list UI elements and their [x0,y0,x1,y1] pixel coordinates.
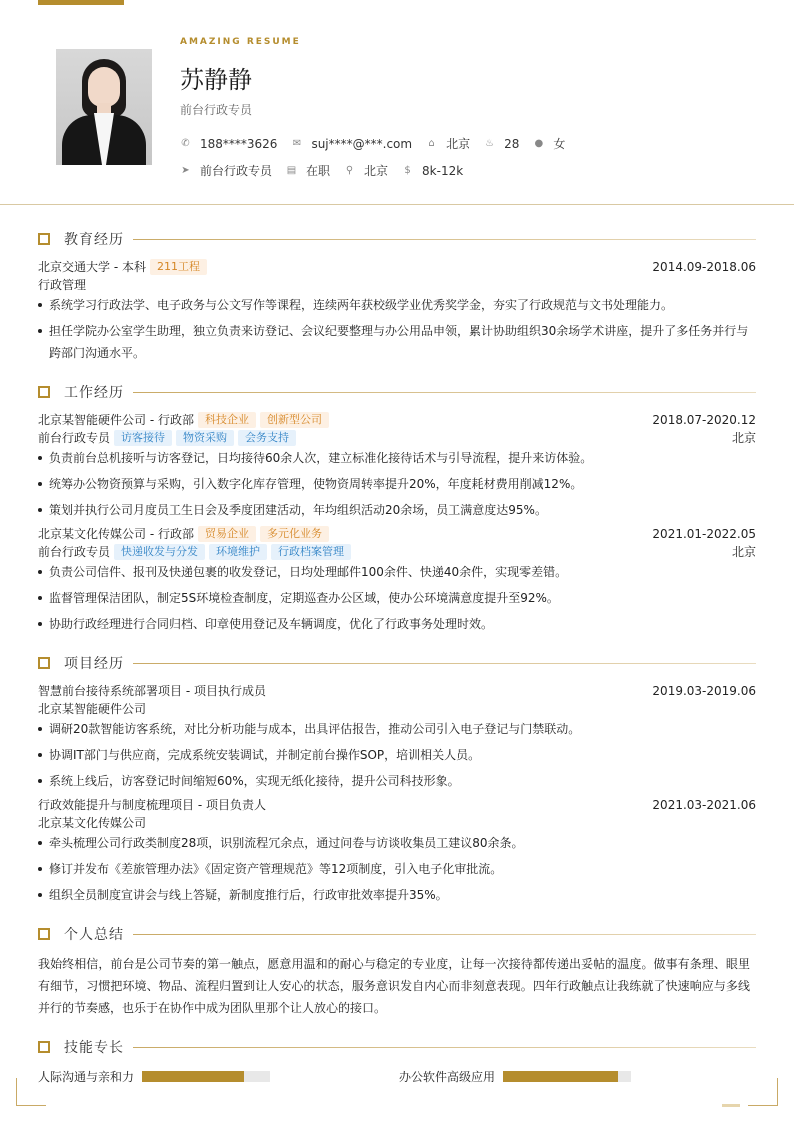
work-city: 北京 [731,431,756,445]
candidate-name: 苏静静 [180,66,252,94]
education-entry [38,258,756,275]
work-position-row [38,543,756,560]
info-text: 188****3626 [200,136,278,151]
work-entry-header [38,411,756,428]
info-text: 女 [553,137,566,151]
info-item [291,137,412,151]
work-position-row [38,429,756,446]
info-item [484,137,519,151]
profile-photo [56,49,152,165]
section-skills [38,1038,756,1056]
skill-fill [503,1071,618,1082]
work-bullet: 策划并执行公司月度员工生日会及季度团建活动，年均组织活动20余场，员工满意度达95%。 [38,499,756,521]
education-date: 2014.09-2018.06 [652,259,756,274]
phone-icon: ✆ [181,138,190,149]
project-bullet: 协调IT部门与供应商，完成系统安装调试，并制定前台操作SOP，培训相关人员。 [38,744,756,766]
info-item [180,137,277,151]
skill-tag: 会务支持 [238,430,296,446]
section-square-icon [38,233,50,245]
education-bullet: 担任学院办公室学生助理，独立负责来访登记、会议纪要整理与办公用品申领，累计协助组织30余场学术讲座，提升了多任务并行与跨部门沟通水平。 [38,320,756,364]
skill-item [399,1068,631,1085]
info-text: 28 [504,136,520,151]
corner-ornament [16,1078,46,1106]
info-item [344,162,388,179]
skill-tag: 行政档案管理 [271,544,351,560]
project-title: 智慧前台接待系统部署项目 - 项目执行成员 [38,684,266,698]
info-text: 前台行政专员 [200,164,273,178]
skill-item [38,1068,270,1085]
project-bullet: 组织全员制度宣讲会与线上答疑，新制度推行后，行政审批效率提升35%。 [38,884,756,906]
email-icon: ✉ [292,138,302,149]
skill-bar [503,1071,631,1082]
company-tag: 创新型公司 [260,412,329,428]
company-tag: 科技企业 [198,412,256,428]
info-text: 在职 [306,164,331,178]
work-bullet: 协助行政经理进行合同归档、印章使用登记及车辆调度，优化了行政事务处理时效。 [38,613,756,635]
work-bullet: 监督管理保洁团队，制定5S环境检查制度，定期巡查办公区域，使办公环境满意度提升至92%。 [38,587,756,609]
candidate-role: 前台行政专员 [180,103,253,117]
school-name: 北京交通大学 - 本科 [38,260,146,274]
skill-bar [142,1071,270,1082]
info-item [402,164,463,178]
skill-name: 办公软件高级应用 [399,1070,496,1084]
school-tag: 211工程 [150,259,207,275]
project-org-row [38,814,756,831]
work-date: 2018.07-2020.12 [652,412,756,427]
personal-summary: 我始终相信，前台是公司节奏的第一触点，愿意用温和的耐心与稳定的专业度，让每一次接待都传递出妥帖的温度。做事有条理、眼里有细节，习惯把环境、物品、流程归置到让人安心的状态，服务意识发自内心而非刻意表现。四年行政触点让我练就了快速响应与多线并行的节奏感，也乐于在协作中成为团队里那个让人放心的接口。 [38,957,750,1015]
info-item [180,162,272,179]
contact-row [180,135,579,152]
project-header [38,796,756,813]
cake-icon: ♨ [485,138,495,149]
info-item [286,162,330,179]
work-bullet: 负责前台总机接听与访客登记，日均接待60余人次，建立标准化接待话术与引导流程，提升来访体验。 [38,447,756,469]
section-square-icon [38,928,50,940]
position: 前台行政专员 [38,545,111,559]
skill-tag: 快递收发与分发 [114,544,205,560]
work-bullet: 统筹办公物资预算与采购，引入数字化库存管理，使物资周转率提升20%，年度耗材费用削减12%。 [38,473,756,495]
project-org-row [38,700,756,717]
skill-tag: 访客接待 [114,430,172,446]
briefcase-icon: ▤ [286,165,297,176]
section-education [38,230,756,248]
info-text: 8k-12k [422,163,464,178]
skill-name: 人际沟通与亲和力 [38,1070,135,1084]
work-city: 北京 [731,545,756,559]
project-org: 北京某文化传媒公司 [38,816,147,830]
info-item [426,135,470,152]
home-icon: ⌂ [428,138,435,149]
info-text: 北京 [446,137,471,151]
section-title: 教育经历 [64,232,124,248]
project-bullet: 调研20款智能访客系统，对比分析功能与成本，出具评估报告，推动公司引入电子登记与门禁联动。 [38,718,756,740]
work-entry-header [38,525,756,542]
corner-ornament [748,1078,778,1106]
project-bullet: 牵头梳理公司行政类制度28项，识别流程冗余点，通过问卷与访谈收集员工建议80余条。 [38,832,756,854]
company-tag: 多元化业务 [260,526,329,542]
project-bullet: 修订并发布《差旅管理办法》《固定资产管理规范》等12项制度，引入电子化审批流。 [38,858,756,880]
skill-tag: 环境维护 [209,544,267,560]
info-item [533,135,565,152]
project-org: 北京某智能硬件公司 [38,702,147,716]
education-major-row [38,276,756,293]
company-name: 北京某智能硬件公司 - 行政部 [38,413,194,427]
location-icon: ⚲ [345,165,354,176]
send-icon: ➤ [181,165,190,176]
salary-icon: $ [404,165,411,176]
project-header [38,682,756,699]
company-tag: 贸易企业 [198,526,256,542]
section-summary [38,925,756,943]
gender-icon: ● [534,138,544,149]
section-title: 项目经历 [64,656,124,672]
section-square-icon [38,1041,50,1053]
resume-tagline: AMAZING RESUME [180,37,301,47]
section-title: 个人总结 [64,927,124,943]
work-date: 2021.01-2022.05 [652,526,756,541]
resume-header [0,0,794,205]
project-date: 2021.03-2021.06 [652,797,756,812]
project-bullet: 系统上线后，访客登记时间缩短60%，实现无纸化接待，提升公司科技形象。 [38,770,756,792]
education-bullet: 系统学习行政法学、电子政务与公文写作等课程，连续两年获校级学业优秀奖学金，夯实了行政规范与文书处理能力。 [38,294,756,316]
section-title: 工作经历 [64,385,124,401]
project-title: 行政效能提升与制度梳理项目 - 项目负责人 [38,798,266,812]
job-intent-row [180,162,477,179]
footer-ornament [722,1104,740,1107]
position: 前台行政专员 [38,431,111,445]
skill-tag: 物资采购 [176,430,234,446]
info-text: suj****@***.com [311,136,413,151]
work-bullet: 负责公司信件、报刊及快递包裹的收发登记，日均处理邮件100余件、快递40余件，实现零差错。 [38,561,756,583]
section-work [38,383,756,401]
major: 行政管理 [38,278,87,292]
project-date: 2019.03-2019.06 [652,683,756,698]
section-square-icon [38,657,50,669]
section-square-icon [38,386,50,398]
info-text: 北京 [364,164,389,178]
skill-fill [142,1071,244,1082]
section-title: 技能专长 [64,1040,124,1056]
company-name: 北京某文化传媒公司 - 行政部 [38,527,194,541]
section-project [38,654,756,672]
